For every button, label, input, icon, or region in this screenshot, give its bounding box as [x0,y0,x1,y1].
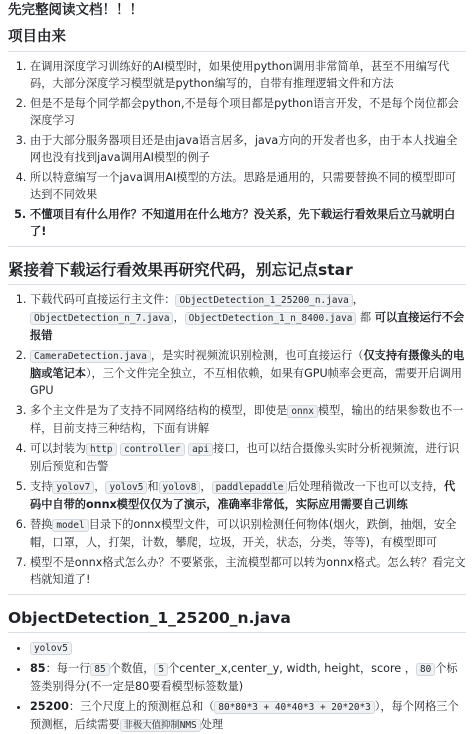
item-text: 模型，输出的结果参数也不一样，目前支持三种结构，下面有讲解 [30,404,464,435]
inline-code: yolov7 [52,481,94,494]
inline-code: 80*80*3 + 40*40*3 + 20*20*3 [214,701,374,714]
origin-list [8,58,466,240]
run-list [8,291,466,588]
item-text: ），每个网格三个预测框，后续需要 [30,700,459,731]
inline-code: api [188,443,213,456]
list-item: 7. 模型不是onnx格式怎么办？不要紧张，主流模型都可以转为onnx格式。怎么转？看完文档就知道了! [30,554,466,588]
list-item [30,402,466,437]
list-item [30,639,466,657]
inline-code: yolov5 [105,481,147,494]
item-text: ），三个文件完全独立，不互相依赖，如果有GPU帧率会更高，需要开启调用GPU [30,367,462,397]
item-text: ， [200,480,212,493]
inline-code: model [52,519,88,532]
item-text: ：每一行 [45,662,91,675]
item-text: 个标签类别得分(不一定是80要看模型标签数量) [30,662,458,693]
file-bullet-list [8,639,466,734]
item-text: 个center_x,center_y, width, height，score ， [168,662,416,675]
inline-code: http [86,443,117,456]
list-item [30,291,466,344]
inline-code: 非极大值抑制NMS [120,719,201,732]
item-text: ， [352,293,364,306]
item-bold-text: 仅支持有摄像头的电脑或笔记本 [30,349,465,380]
list-item: 3. 由于大部分服务器项目还是由java语言居多，java方向的开发者也多，由于本人找遍全网也没有找到java调用AI模型的例子 [30,132,466,166]
inline-code: ObjectDetection_n_7.java [30,312,173,325]
divider [8,51,466,52]
divider [8,246,466,247]
section-title-origin: 项目由来 [8,29,66,45]
item-bold-text: 代码中自带的onnx模型仅仅为了演示，准确率非常低，实际应用需要自己训练 [30,480,456,511]
inline-code: 85 [90,663,109,676]
inline-code: yolov8 [159,481,201,494]
item-text: 接口，也可以结合摄像头实时分析视频流，进行识别后预览和告警 [30,442,460,473]
item-text: 处理 [200,718,224,731]
item-text: 个数值， [109,662,155,675]
item-text: 替换 [30,518,53,531]
inline-code: paddlepaddle [212,481,288,494]
section-title-run: 紧接着下载运行看效果再研究代码，别忘记点star [8,261,353,279]
item-text: 都 [359,311,372,324]
item-text: 和 [147,480,159,493]
list-item [30,516,466,551]
item-text: 下载代码可直接运行主文件： [30,293,176,306]
inline-code: onnx [287,405,318,418]
divider [8,594,466,595]
inline-code: 5 [154,663,168,676]
inline-code: ObjectDetection_1_25200_n.java [175,294,352,307]
divider [8,284,466,285]
item-text: 目录下的onnx模型文件，可以识别检测任何物体(烟火，跌倒，抽烟，安全帽，口罩，人，打架，计数，攀爬，垃圾，开关，状态，分类，等等)，有模型即可 [30,518,457,549]
item-text: 支持 [30,480,53,493]
list-item [30,478,466,513]
list-item: 1. 在调用深度学习训练好的AI模型时，如果使用python调用非常简单，甚至不用编写代码，大部分深度学习模型就是python编写的，自带有推理逻辑文件和方法 [30,58,466,92]
item-text: ：三个尺度上的预测框总和（ [68,700,215,713]
section-title-file: ObjectDetection_1_25200_n.java [8,609,291,627]
list-item: 2. 但是不是每个同学都会python,不是每个项目都是python语言开发，不是每个岗位都会深度学习 [30,95,466,129]
list-item [30,347,466,399]
inline-code: ObjectDetection_1_n_8400.java [185,312,357,325]
item-bold-text: 可以直接运行不会报错 [30,311,465,342]
item-text: ，是实时视频流识别检测，也可直接运行（ [150,349,364,362]
list-item [30,440,466,475]
item-text: 可以封装为 [30,442,86,455]
inline-code: CameraDetection.java [30,350,151,363]
read-first-note: 先完整阅读文档！！！ [8,2,143,18]
inline-code: controller [120,443,184,456]
inline-code: 80 [416,663,435,676]
item-text: ， [94,480,106,493]
item-text: ， [173,311,185,324]
divider [8,632,466,633]
item-text: 多个主文件是为了支持不同网络结构的模型，即使是 [30,404,288,417]
inline-code: yolov5 [30,642,72,655]
list-item [30,660,466,695]
item-bold-text: 25200 [30,700,69,713]
list-item [30,698,466,734]
list-item: 5. 不懂项目有什么用作？不知道用在什么地方？没关系，先下载运行看效果后立马就明白了! [30,206,466,240]
list-item: 4. 所以特意编写一个java调用AI模型的方法。思路是通用的，只需要替换不同的模型即可达到不同效果 [30,169,466,203]
item-bold-text: 85 [30,662,46,675]
item-text: 后处理稍微改一下也可以支持， [287,480,444,493]
